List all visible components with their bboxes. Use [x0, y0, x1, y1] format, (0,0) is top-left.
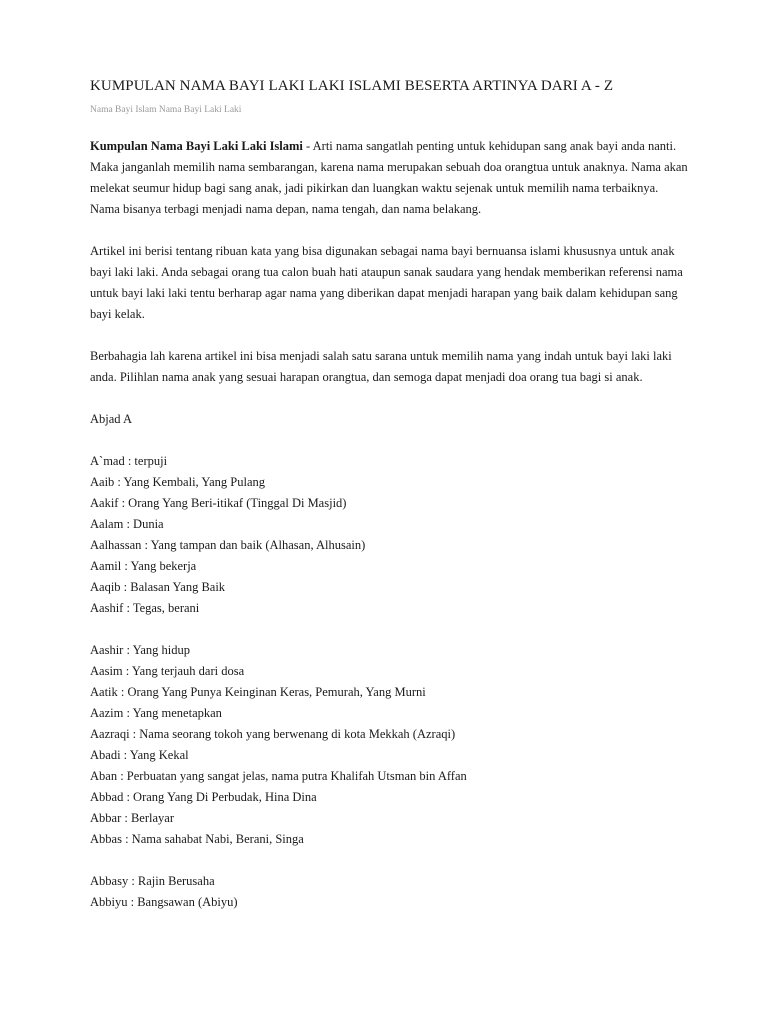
section-heading: Abjad A: [90, 412, 133, 426]
name-entry: Aamil : Yang bekerja: [90, 559, 197, 573]
name-entry: Aatik : Orang Yang Punya Keinginan Keras, Pemurah, Yang Murni: [90, 685, 426, 699]
name-entries: [90, 451, 690, 913]
name-entry: Abbad : Orang Yang Di Perbudak, Hina Dina: [90, 790, 317, 804]
name-entry: Abbas : Nama sahabat Nabi, Berani, Singa: [90, 832, 304, 846]
name-entry: Aasim : Yang terjauh dari dosa: [90, 664, 245, 678]
name-entry: Aakif : Orang Yang Beri-itikaf (Tinggal Di Masjid): [90, 496, 347, 510]
document-subtitle: Nama Bayi Islam Nama Bayi Laki Laki: [90, 105, 242, 115]
document-page: [90, 76, 690, 913]
entry-group: [90, 640, 690, 850]
name-entry: Aazraqi : Nama seorang tokoh yang berwenang di kota Mekkah (Azraqi): [90, 727, 456, 741]
intro-text: - Arti nama sangatlah penting untuk kehidupan sang anak bayi anda nanti. Maka janganlah memilih nama sembarangan, karena nama merupakan sebuah doa orangtua untuk anaknya. Nama akan melekat seumur hidup bagi sang anak, jadi pikirkan dan luangkan waktu sejenak untuk memilih nama terbaiknya. Nama bisanya terbagi menjadi nama depan, nama tengah, dan nama belakang.: [90, 139, 688, 216]
paragraph-2: Artikel ini berisi tentang ribuan kata yang bisa digunakan sebagai nama bayi bernuansa islami khususnya untuk anak bayi laki laki. Anda sebagai orang tua calon buah hati ataupun sanak saudara yang hendak memberikan referensi nama untuk bayi laki laki tentu berharap agar nama yang diberikan dapat menjadi harapan yang baik dalam kehidupan sang bayi kelak.: [90, 244, 683, 321]
name-entry: Aalhassan : Yang tampan dan baik (Alhasan, Alhusain): [90, 538, 366, 552]
intro-bold-text: Kumpulan Nama Bayi Laki Laki Islami: [90, 139, 303, 153]
document-title: KUMPULAN NAMA BAYI LAKI LAKI ISLAMI BESERTA ARTINYA DARI A - Z: [90, 78, 614, 94]
name-entry: Aban : Perbuatan yang sangat jelas, nama putra Khalifah Utsman bin Affan: [90, 769, 467, 783]
paragraph-3: Berbahagia lah karena artikel ini bisa menjadi salah satu sarana untuk memilih nama yang indah untuk bayi laki laki anda. Pilihlan nama anak yang sesuai harapan orangtua, dan semoga dapat menjadi doa orang tua bagi si anak.: [90, 349, 672, 384]
name-entry: Abbasy : Rajin Berusaha: [90, 874, 215, 888]
name-entry: Aashif : Tegas, berani: [90, 601, 200, 615]
entry-group: [90, 451, 690, 619]
intro-paragraph: [90, 136, 690, 220]
name-entry: Abbar : Berlayar: [90, 811, 174, 825]
name-entry: Abbiyu : Bangsawan (Abiyu): [90, 895, 238, 909]
name-entry: Aaib : Yang Kembali, Yang Pulang: [90, 475, 266, 489]
name-entry: A`mad : terpuji: [90, 454, 168, 468]
name-entry: Aazim : Yang menetapkan: [90, 706, 222, 720]
name-entry: Aaqib : Balasan Yang Baik: [90, 580, 226, 594]
name-entry: Aalam : Dunia: [90, 517, 164, 531]
entry-group: [90, 871, 690, 913]
name-entry: Aashir : Yang hidup: [90, 643, 191, 657]
name-entry: Abadi : Yang Kekal: [90, 748, 189, 762]
